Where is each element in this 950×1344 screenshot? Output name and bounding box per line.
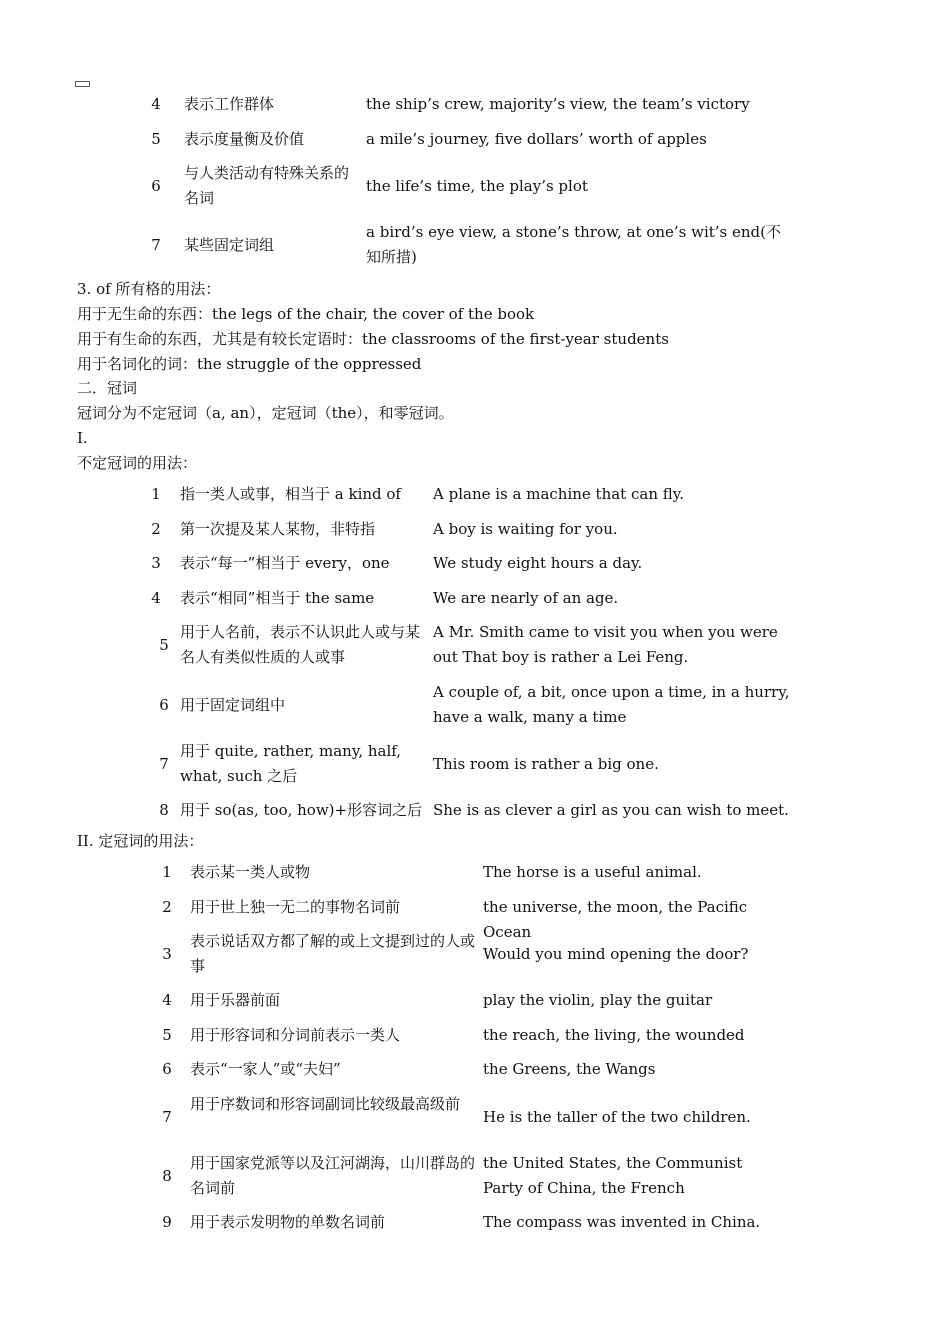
usage-cell: 用于形容词和分词前表示一类人 [190,1026,401,1044]
example-cell: A plane is a machine that can fly. [433,485,685,503]
usage-cell: 表示“相同”相当于 the same [180,589,375,607]
usage-cell: 用于 so(as, too, how)+形容词之后 [180,801,423,819]
section-number: I. [77,429,88,447]
row-number: 8 [162,1167,172,1185]
page-marker-icon [75,81,90,87]
example-cell: the universe, the moon, the Pacific Ocean [483,898,748,941]
usage-cell: 用于乐器前面 [190,991,281,1009]
usage-cell: 用于固定词组中 [180,696,286,714]
example-cell: Would you mind opening the door? [483,945,749,963]
row-number: 5 [159,636,169,654]
usage-cell: 用于人名前，表示不认识此人或与某名人有类似性质的人或事 [180,623,421,666]
example-cell: the reach, the living, the wounded [483,1026,745,1044]
section-title: 不定冠词的用法： [77,454,198,472]
example-cell: a mile’s journey, five dollars’ worth of apples [366,130,707,148]
row-number: 5 [162,1026,172,1044]
usage-cell: 表示工作群体 [184,95,275,113]
row-number: 6 [151,177,161,195]
usage-cell: 用于世上独一无二的事物名词前 [190,898,401,916]
row-number: 2 [162,898,172,916]
row-number: 1 [162,863,172,881]
example-cell: the ship’s crew, majority’s view, the team’s victory [366,95,750,113]
of-usage-line: 用于有生命的东西，尤其是有较长定语时：the classrooms of the first-year students [77,330,669,348]
usage-cell: 用于国家党派等以及江河湖海，山川群岛的名词前 [190,1154,476,1197]
row-number: 7 [162,1108,172,1126]
row-number: 4 [151,95,161,113]
row-number: 4 [151,589,161,607]
usage-cell: 表示说话双方都了解的或上文提到过的人或事 [190,932,476,975]
example-cell: the Greens, the Wangs [483,1060,656,1078]
usage-cell: 第一次提及某人某物，非特指 [180,520,376,538]
row-number: 6 [162,1060,172,1078]
example-cell: He is the taller of the two children. [483,1108,751,1126]
row-number: 6 [159,696,169,714]
row-number: 7 [151,236,161,254]
row-number: 9 [162,1213,172,1231]
usage-cell: 与人类活动有特殊关系的名词 [184,164,350,207]
usage-cell: 用于 quite, rather, many, half, what, such 之后 [180,742,402,785]
row-number: 5 [151,130,161,148]
example-cell: This room is rather a big one. [433,755,659,773]
example-cell: We are nearly of an age. [433,589,619,607]
usage-cell: 用于序数词和形容词副词比较级最高级前 [190,1095,461,1113]
row-number: 2 [151,520,161,538]
example-cell: A couple of, a bit, once upon a time, in a hurry, have a walk, many a time [433,683,790,726]
usage-cell: 表示“一家人”或“夫妇” [190,1060,341,1078]
example-cell: the life’s time, the play’s plot [366,177,588,195]
section-title: II. 定冠词的用法： [77,832,204,850]
usage-cell: 用于表示发明物的单数名词前 [190,1213,386,1231]
row-number: 4 [162,991,172,1009]
usage-cell: 某些固定词组 [184,236,275,254]
row-number: 8 [159,801,169,819]
of-usage-line: 用于名词化的词：the struggle of the oppressed [77,355,422,373]
example-cell: The horse is a useful animal. [483,863,702,881]
example-cell: We study eight hours a day. [433,554,643,572]
usage-cell: 指一类人或事，相当于 a kind of [180,485,401,503]
article-heading: 二．冠词 [77,379,138,397]
row-number: 3 [162,945,172,963]
usage-cell: 表示某一类人或物 [190,863,311,881]
example-cell: a bird’s eye view, a stone’s throw, at one’s wit’s end(不知所措) [366,223,782,266]
usage-cell: 表示“每一”相当于 every，one [180,554,390,572]
example-cell: play the violin, play the guitar [483,991,713,1009]
example-cell: A Mr. Smith came to visit you when you were out That boy is rather a Lei Feng. [433,623,778,666]
row-number: 1 [151,485,161,503]
example-cell: A boy is waiting for you. [433,520,618,538]
of-usage-line: 用于无生命的东西：the legs of the chair, the cover of the book [77,305,535,323]
row-number: 7 [159,755,169,773]
row-number: 3 [151,554,161,572]
example-cell: She is as clever a girl as you can wish to meet. [433,801,789,819]
example-cell: The compass was invented in China. [483,1213,761,1231]
of-possessive-heading: 3. of 所有格的用法： [77,280,221,298]
usage-cell: 表示度量衡及价值 [184,130,305,148]
example-cell: the United States, the Communist Party of China, the French [483,1154,743,1197]
article-intro: 冠词分为不定冠词（a, an），定冠词（the），和零冠词。 [77,404,454,422]
